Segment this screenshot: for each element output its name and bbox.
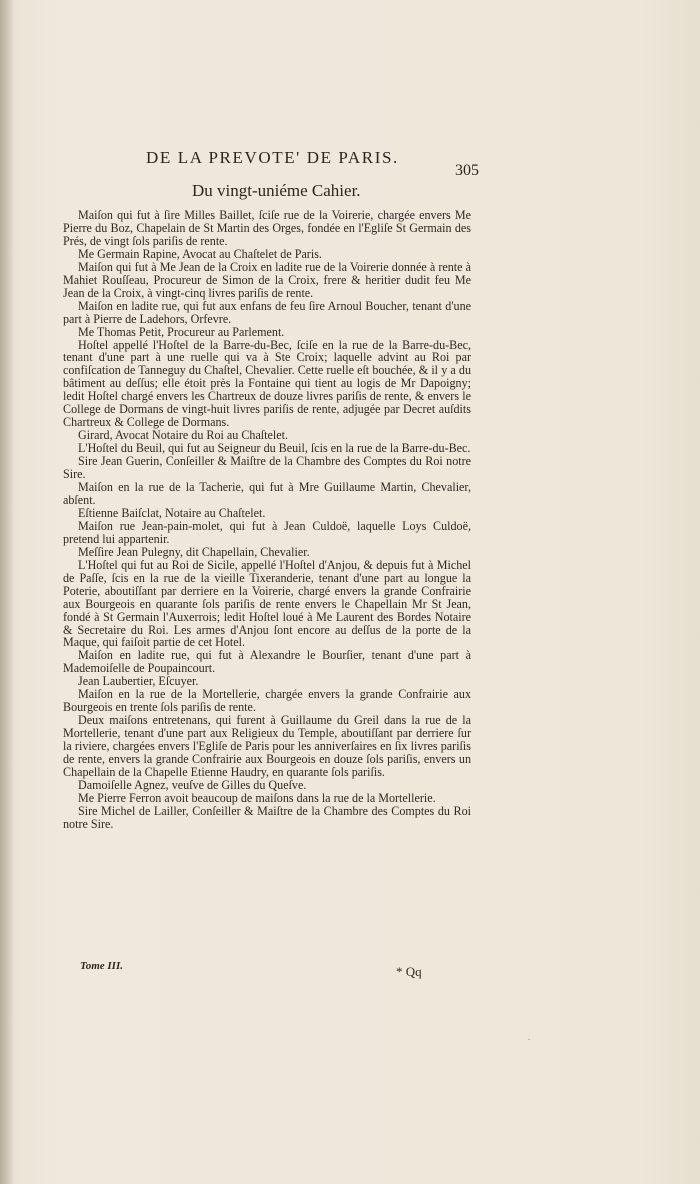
catchword: * Qq [396,964,422,979]
paragraph: Me Thomas Petit, Procureur au Parlement. [78,324,285,339]
paragraph: Eſtienne Baiſclat, Notaire au Chaſtelet. [78,505,266,520]
paragraph: Meſſire Jean Pulegny, dit Chapellain, Chevalier. [78,544,310,559]
paragraph: Maiſon qui fut à Me Jean de la Croix en ladite rue de la Voirerie donnée à rente à Mahiet Rouſſeau, Procureur de Simon de la Croix, frere & heritier dudit feu Me Jean de la Croix, à vingt-cinq livres pariſis de rente. [63,259,471,300]
paragraph: Girard, Avocat Notaire du Roi au Chaſtelet. [78,428,289,443]
body-text [63,209,471,831]
paragraph: Deux maiſons entretenans, qui furent à Guillaume du Greil dans la rue de la Mortellerie, tenant d'une part aux Religieux du Temple, aboutiſſant par derriere ſur la riviere, chargées envers l'Egliſe de Paris pour les anniverſaires en ſix livres pariſis de rente, envers la grande Confrairie aux Bourgeois en douze ſols pariſis, envers un Chapellain de la Chapelle Etienne Haudry, en quarante ſols pariſis. [63,713,471,779]
paragraph: Maiſon en ladite rue, qui fut à Alexandre le Bourſier, tenant d'une part à Mademoiſelle de Poupaincourt. [63,648,471,676]
paragraph: Maiſon rue Jean-pain-molet, qui fut à Jean Culdoë, laquelle Loys Culdoë, pretend lui appartenir. [63,518,471,546]
spine-shadow [0,0,14,1184]
paragraph: Jean Laubertier, Eſcuyer. [78,674,199,689]
paragraph: L'Hoſtel qui fut au Roi de Sicile, appellé l'Hoſtel d'Anjou, & depuis fut à Michel de Paſſe, ſcis en la rue de la vieille Tixeranderie, tenant d'une part au longue la Poterie, aboutiſſant par derriere en la Voirerie, chargé envers la grande Confrairie aux Bourgeois en quarante ſols pariſis de rente envers le Chapellain Mr St Jean, fondé à St Germain l'Auxerrois; ledit Hoſtel loué à Me Laurent des Bordes Notaire & Secretaire du Roi. Les armes d'Anjou ſont encore au deſſus de la porte de la Maque, qui faiſoit partie de cet Hotel. [63,557,471,650]
paragraph: Me Pierre Ferron avoit beaucoup de maiſons dans la rue de la Mortellerie. [78,790,436,805]
paragraph: Sire Jean Guerin, Conſeiller & Maiſtre de la Chambre des Comptes du Roi notre Sire. [63,454,471,482]
paragraph: Sire Michel de Lailler, Conſeiller & Maiſtre de la Chambre des Comptes du Roi notre Sire. [63,803,471,831]
paragraph: Maiſon qui fut à ſire Milles Baillet, ſciſe rue de la Voirerie, chargée envers Me Pierre du Boz, Chapelain de St Martin des Orges, fondée en l'Egliſe St Germain des Prés, de vingt ſols pariſis de rente. [63,208,471,248]
stray-mark: . [528,1032,531,1042]
section-title: Du vingt-uniéme Cahier. [192,181,361,200]
paragraph: Me Germain Rapine, Avocat au Chaſtelet de Paris. [78,246,322,261]
paragraph: Maiſon en la rue de la Tacherie, qui fut à Mre Guillaume Martin, Chevalier, abſent. [63,480,471,507]
paragraph: L'Hoſtel du Beuil, qui fut au Seigneur du Beuil, ſcis en la rue de la Barre-du-Bec. [78,441,471,456]
running-head: DE LA PREVOTE' DE PARIS. [146,148,399,167]
signature-mark: Tome III. [80,960,123,972]
paragraph: Maiſon en la rue de la Mortellerie, chargée envers la grande Confrairie aux Bourgeois en trente ſols pariſis de rente. [63,687,471,715]
page-number: 305 [455,162,479,179]
paragraph: Maiſon en ladite rue, qui fut aux enfans de feu ſire Arnoul Boucher, tenant d'une part à Pierre de Ladehors, Orfevre. [63,298,471,326]
paragraph: Hoſtel appellé l'Hoſtel de la Barre-du-Bec, ſciſe en la rue de la Barre-du-Bec, tenant d'une part à une ruelle qui va à Ste Croix; laquelle advint au Roi par confiſcation de Tanneguy du Chaſtel, Chevalier. Cette ruelle eſt bouchée, & il y a du bâtiment au deſſus; elle étoit près la Fontaine qui tient au logis de Mr Dapoigny; ledit Hoſtel chargé envers les Chartreux de douze livres pariſis de rente, & envers le College de Dormans de vingt-huit livres pariſis de rente, adjugée par Decret auſdits Chartreux & College de Dormans. [63,337,471,430]
paragraph: Damoiſelle Agnez, veuſve de Gilles du Queſve. [78,777,307,792]
